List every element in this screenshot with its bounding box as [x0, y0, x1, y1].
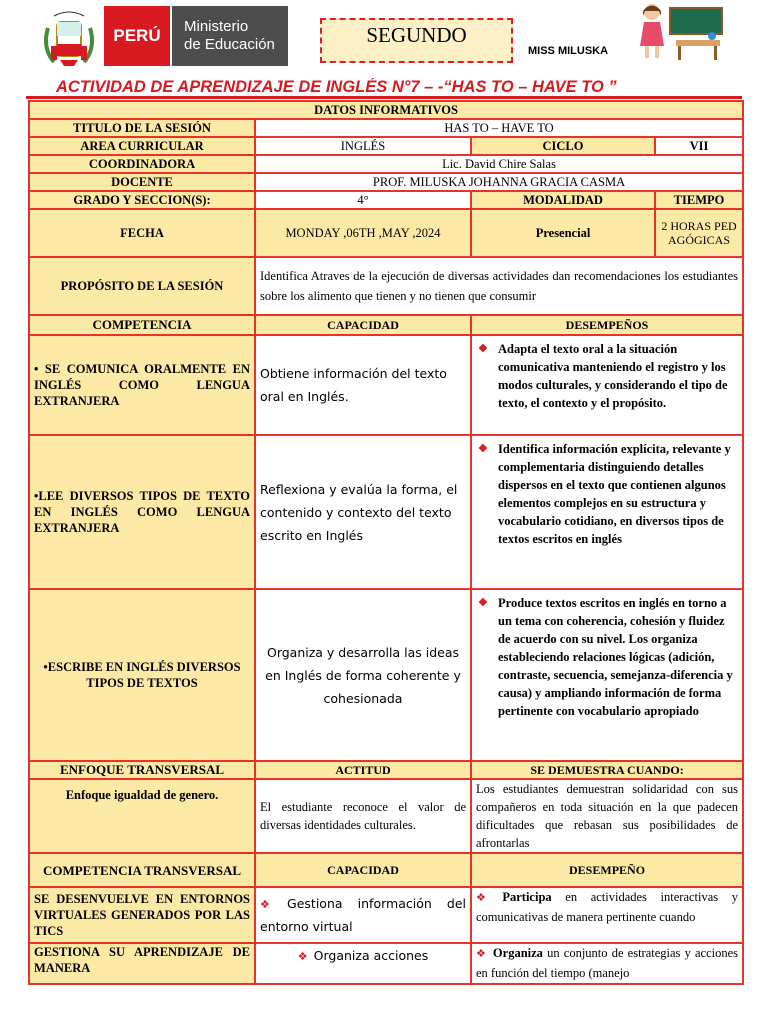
diamond-bullet-icon: ❖	[478, 343, 488, 355]
diamond-bullet-icon: ❖	[476, 948, 487, 960]
desempeno-cell	[471, 589, 743, 761]
capacidad-transversal-cell	[255, 887, 471, 943]
docente-label: DOCENTE	[29, 173, 255, 191]
desempeno-verb: Organiza	[492, 946, 543, 960]
ministry-logo	[172, 6, 288, 66]
competencia-cell: •LEE DIVERSOS TIPOS DE TEXTO EN INGLÉS COMO LENGUA EXTRANJERA	[29, 435, 255, 589]
diamond-bullet-icon: ❖	[260, 897, 282, 911]
desempeno-item	[476, 594, 738, 720]
desempeno-cell	[471, 335, 743, 435]
capacidad-cell: Organiza y desarrolla las ideas en Inglés de forma coherente y cohesionada	[255, 589, 471, 761]
enfoque-header: ENFOQUE TRANSVERSAL	[29, 761, 255, 779]
titulo-label: TITULO DE LA SESIÓN	[29, 119, 255, 137]
desempeno-text: Adapta el texto oral a la situación comunicativa manteniendo el registro y los modos culturales, y considerando el tipo de texto, el contexto y el propósito.	[498, 342, 728, 410]
grado-label: GRADO Y SECCION(S):	[29, 191, 255, 209]
desempeno-text: Identifica información explícita, relevante y complementaria distinguiendo detalles dispersos en el texto que contienen algunos elementos complejos en su estructura y vocabulario cotidiano, en diversos tipos de textos escritos en inglés	[498, 442, 731, 546]
area-value: INGLÉS	[255, 137, 471, 155]
proposito-value: Identifica Atraves de la ejecución de diversas actividades dan recomendaciones los estudiantes sobre los alimento que tienen y no tienen que consumir	[255, 257, 743, 315]
ministry-line1: Ministerio	[184, 18, 249, 35]
capacidad-transversal-header: CAPACIDAD	[255, 853, 471, 887]
demuestra-header: SE DEMUESTRA CUANDO:	[471, 761, 743, 779]
desempeno-cell	[471, 435, 743, 589]
peru-logo: PERÚ	[104, 6, 170, 66]
desempeno-rest: en actividades interactivas y comunicativas de manera pertinente cuando	[476, 890, 739, 924]
fecha-value: MONDAY ,06TH ,MAY ,2024	[255, 209, 471, 257]
competencia-header: COMPETENCIA	[29, 315, 255, 335]
activity-title: ACTIVIDAD DE APRENDIZAJE DE INGLÉS N°7 – -“HAS TO – HAVE TO ”	[56, 78, 617, 96]
tiempo-value: 2 HORAS PEDAGÓGICAS	[655, 209, 743, 257]
actitud-header: ACTITUD	[255, 761, 471, 779]
modalidad-value: Presencial	[471, 209, 655, 257]
docente-value: PROF. MILUSKA JOHANNA GRACIA CASMA	[255, 173, 743, 191]
coord-label: COORDINADORA	[29, 155, 255, 173]
desempeno-item	[476, 340, 738, 412]
desempeno-transversal-cell	[471, 887, 743, 943]
teacher-classroom-illustration	[632, 2, 728, 62]
diamond-bullet-icon: ❖	[476, 892, 497, 904]
datos-header: DATOS INFORMATIVOS	[29, 101, 743, 119]
fecha-label: FECHA	[29, 209, 255, 257]
diamond-bullet-icon: ❖	[478, 443, 488, 455]
desempeno-transversal-cell	[471, 943, 743, 984]
grade-label: SEGUNDO	[320, 18, 513, 63]
diamond-bullet-icon: ❖	[478, 597, 488, 609]
proposito-label: PROPÓSITO DE LA SESIÓN	[29, 257, 255, 315]
peru-coat-of-arms-icon	[40, 8, 98, 74]
ministry-line2: de Educación	[184, 36, 275, 53]
ciclo-value: VII	[655, 137, 743, 155]
capacidad-transversal-text: Gestiona información del entorno virtual	[260, 895, 466, 934]
title-divider	[26, 96, 742, 99]
competencia-cell: •ESCRIBE EN INGLÉS DIVERSOS TIPOS DE TEXTOS	[29, 589, 255, 761]
capacidad-cell: Obtiene información del texto oral en Inglés.	[255, 335, 471, 435]
actitud-cell: El estudiante reconoce el valor de diversas identidades culturales.	[255, 779, 471, 853]
diamond-bullet-icon: ❖	[297, 950, 308, 963]
desempeno-transversal-header: DESEMPEÑO	[471, 853, 743, 887]
capacidad-transversal-cell	[255, 943, 471, 984]
teacher-name: MISS MILUSKA	[528, 45, 609, 57]
competencia-cell: • SE COMUNICA ORALMENTE EN INGLÉS COMO LENGUA EXTRANJERA	[29, 335, 255, 435]
enfoque-name: Enfoque igualdad de genero.	[29, 779, 255, 853]
grado-value: 4°	[255, 191, 471, 209]
comp-transversal-header: COMPETENCIA TRANSVERSAL	[29, 853, 255, 887]
coord-value: Lic. David Chire Salas	[255, 155, 743, 173]
tiempo-label: TIEMPO	[655, 191, 743, 209]
capacidad-transversal-text: Organiza acciones	[313, 948, 429, 963]
capacidad-header: CAPACIDAD	[255, 315, 471, 335]
comp-transversal-cell: SE DESENVUELVE EN ENTORNOS VIRTUALES GENERADOS POR LAS TICS	[29, 887, 255, 943]
desempeno-text: Produce textos escritos en inglés en torno a un tema con coherencia, cohesión y fluidez de acuerdo con su nivel. Los organiza estableciendo relaciones lógicas (adición, contraste, secuencia, semejanza-diferencia y causa) y ampliando información de forma pertinente con vocabulario apropiado	[498, 596, 733, 718]
ciclo-label: CICLO	[471, 137, 655, 155]
desempeno-verb: Participa	[502, 890, 552, 904]
session-table	[28, 100, 744, 985]
desempeno-item	[476, 440, 738, 548]
desempenos-header: DESEMPEÑOS	[471, 315, 743, 335]
modalidad-label: MODALIDAD	[471, 191, 655, 209]
area-label: AREA CURRICULAR	[29, 137, 255, 155]
demuestra-cell: Los estudiantes demuestran solidaridad con sus compañeros en toda situación en la que padecen dificultades que rebasan sus posibilidades de afrontarlas	[471, 779, 743, 853]
desempeno-rest: un conjunto de estrategias y acciones en función del tiempo (manejo	[476, 946, 739, 980]
titulo-value: HAS TO – HAVE TO	[255, 119, 743, 137]
capacidad-cell: Reflexiona y evalúa la forma, el contenido y contexto del texto escrito en Inglés	[255, 435, 471, 589]
comp-transversal-cell: GESTIONA SU APRENDIZAJE DE MANERA	[29, 943, 255, 984]
